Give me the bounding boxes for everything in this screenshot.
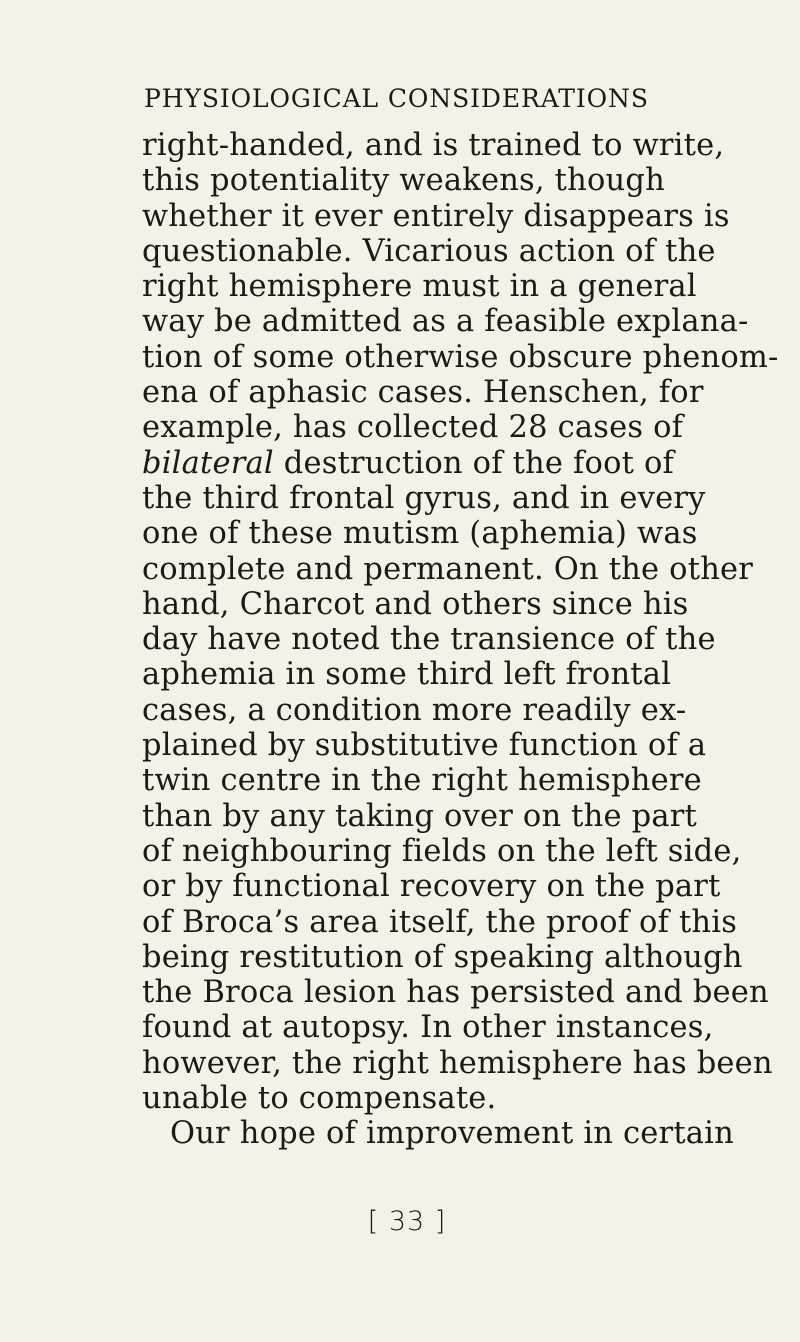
text-line: however, the right hemisphere has been [142, 1045, 773, 1081]
text-line: than by any taking over on the part [142, 798, 697, 834]
page-number: [ 33 ] [367, 1206, 447, 1237]
text-line: tion of some otherwise obscure phenom- [142, 339, 779, 375]
text-line: plained by substitutive function of a [142, 728, 707, 764]
text-line: day have noted the transience of the [142, 622, 716, 658]
text-line [142, 446, 682, 481]
text-line: or by functional recovery on the part [142, 869, 721, 905]
running-head: PHYSIOLOGICAL CONSIDERATIONS [144, 84, 649, 113]
line-remainder: destruction of the foot of [273, 445, 675, 481]
text-line: whether it ever entirely disappears is [142, 198, 730, 234]
text-line: the Broca lesion has persisted and been [142, 975, 769, 1011]
text-line: right hemisphere must in a general [142, 269, 697, 305]
body-text [142, 128, 779, 1152]
text-line: being restitution of speaking although [142, 939, 743, 975]
text-line: way be admitted as a feasible explana- [142, 304, 749, 340]
text-line: right-handed, and is trained to write, [142, 128, 725, 163]
text-line: example, has collected 28 cases of [142, 410, 684, 446]
text-line: aphemia in some third left frontal [142, 657, 672, 693]
italic-word: bilateral [142, 445, 274, 481]
text-line: the third frontal gyrus, and in every [142, 480, 706, 516]
text-line: of Broca’s area itself, the proof of this [142, 904, 738, 940]
text-line: of neighbouring fields on the left side, [142, 833, 742, 869]
text-line: cases, a condition more readily ex- [142, 692, 687, 728]
text-line: complete and permanent. On the other [142, 551, 754, 587]
text-line: twin centre in the right hemisphere [142, 763, 702, 799]
text-line: this potentiality weakens, though [142, 163, 665, 199]
text-line: hand, Charcot and others since his [142, 586, 689, 622]
text-line: one of these mutism (aphemia) was [142, 516, 698, 552]
text-line: questionable. Vicarious action of the [142, 233, 716, 269]
text-line-paragraph-start: Our hope of improvement in certain [170, 1116, 734, 1152]
text-line: found at autopsy. In other instances, [142, 1010, 714, 1046]
text-line: ena of aphasic cases. Henschen, for [142, 375, 704, 411]
text-line: unable to compensate. [142, 1081, 497, 1117]
